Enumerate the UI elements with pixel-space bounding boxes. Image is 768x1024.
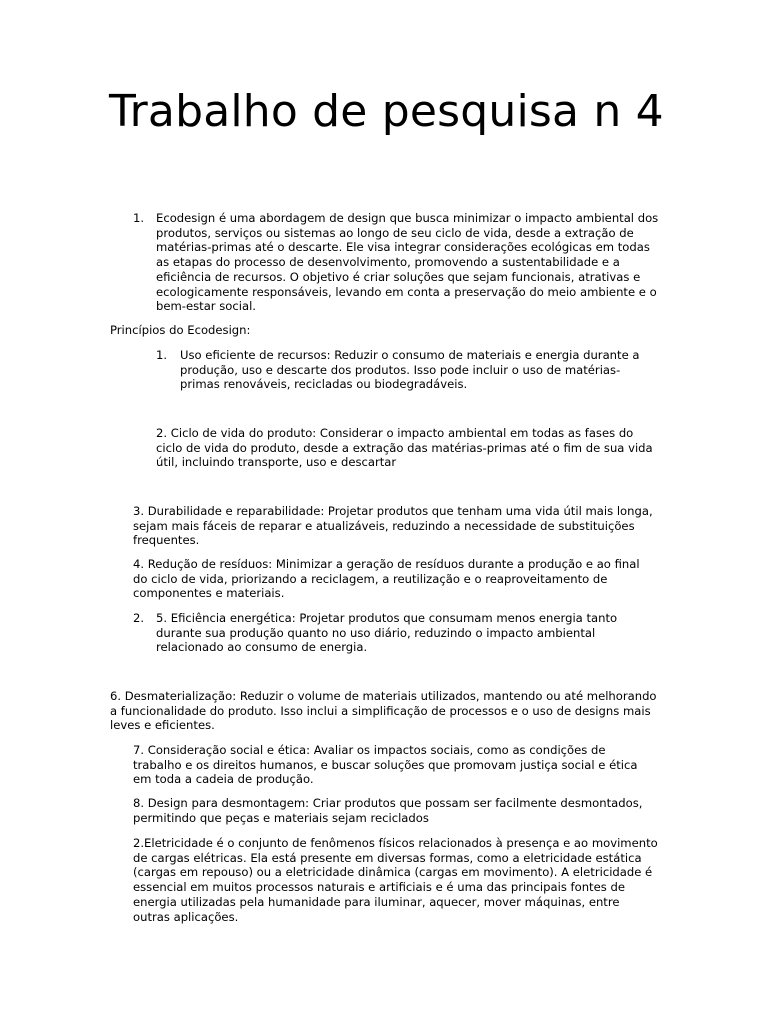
principle5-number: 2. — [133, 611, 145, 625]
principle6-paragraph: 6. Desmaterialização: Reduzir o volume de materiais utilizados, mantendo ou até melhorando a funcionalidade do produto. Isso inclui a simplificação de processos e o uso de designs mais leves e eficientes. — [110, 689, 657, 733]
document-title: Trabalho de pesquisa n 4 — [109, 86, 664, 137]
principle1-paragraph: Uso eficiente de recursos: Reduzir o consumo de materiais e energia durante a produção, uso e descarte dos produtos. Isso pode incluir o uso de matérias-primas renováveis, recicladas ou biodegradáveis. — [180, 348, 640, 392]
item1-number: 1. — [133, 211, 145, 225]
item2-paragraph: 2.Eletricidade é o conjunto de fenômenos físicos relacionados à presença e ao movimento de cargas elétricas. Ela está presente em diversas formas, como a eletricidade estática (cargas em repouso) ou a eletricidade dinâmica (cargas em movimento). A eletricidade é essencial em muitos processos naturais e artificiais e é uma das principais fontes de energia utilizadas pela humanidade para iluminar, aquecer, mover máquinas, entre outras aplicações. — [133, 836, 658, 924]
principles-heading: Princípios do Ecodesign: — [110, 323, 251, 337]
principle7-paragraph: 7. Consideração social e ética: Avaliar os impactos sociais, como as condições de trabalho e os direitos humanos, e buscar soluções que promovam justiça social e ética em toda a cadeia de produção. — [133, 743, 638, 787]
principle5-paragraph: 5. Eficiência energética: Projetar produtos que consumam menos energia tanto durante sua produção quanto no uso diário, reduzindo o impacto ambiental relacionado ao consumo de energia. — [156, 611, 618, 655]
item1-paragraph: Ecodesign é uma abordagem de design que busca minimizar o impacto ambiental dos produtos, serviços ou sistemas ao longo de seu ciclo de vida, desde a extração de matérias-primas até o descarte. Ele visa integrar considerações ecológicas em todas as etapas do processo de desenvolvimento, promovendo a sustentabilidade e a eficiência de recursos. O objetivo é criar soluções que sejam funcionais, atrativas e ecologicamente responsáveis, levando em conta a preservação do meio ambiente e o bem-estar social. — [156, 211, 659, 314]
principle2-paragraph: 2. Ciclo de vida do produto: Considerar o impacto ambiental em todas as fases do ciclo de vida do produto, desde a extração das matérias-primas até o fim de sua vida útil, incluindo transporte, uso e descartar — [156, 426, 653, 470]
principle1-number: 1. — [156, 348, 168, 362]
principle3-paragraph: 3. Durabilidade e reparabilidade: Projetar produtos que tenham uma vida útil mais longa, sejam mais fáceis de reparar e atualizáveis, reduzindo a necessidade de substituições frequentes. — [133, 504, 653, 548]
principle8-paragraph: 8. Design para desmontagem: Criar produtos que possam ser facilmente desmontados, permitindo que peças e materiais sejam reciclados — [133, 796, 643, 825]
principle4-paragraph: 4. Redução de resíduos: Minimizar a geração de resíduos durante a produção e ao final do ciclo de vida, priorizando a reciclagem, a reutilização e o reaproveitamento de componentes e materiais. — [133, 557, 640, 601]
